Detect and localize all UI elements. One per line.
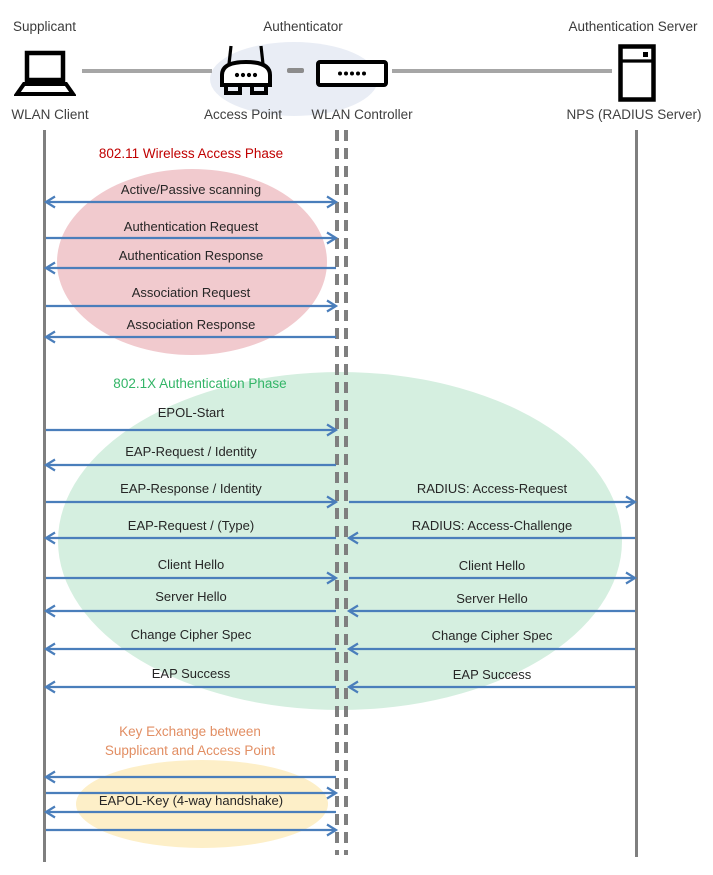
role-label-authenticator: Authenticator bbox=[263, 19, 343, 34]
message-label: EAP Success bbox=[151, 666, 231, 681]
phase3-title-line2: Supplicant and Access Point bbox=[104, 743, 276, 758]
message-label: Authentication Request bbox=[123, 219, 259, 234]
phase3-title-line1: Key Exchange between bbox=[119, 724, 261, 739]
node-label-nps-radius-server: NPS (RADIUS Server) bbox=[566, 107, 702, 122]
message-label: Client Hello bbox=[157, 557, 225, 572]
message-label: Server Hello bbox=[155, 589, 227, 604]
message-label: EPOL-Start bbox=[157, 405, 225, 420]
message-label: Change Cipher Spec bbox=[431, 628, 553, 643]
message-label: Active/Passive scanning bbox=[120, 182, 262, 197]
role-label-authentication-server: Authentication Server bbox=[568, 19, 698, 34]
phase1-title: 802.11 Wireless Access Phase bbox=[98, 146, 284, 161]
message-label: RADIUS: Access-Request bbox=[416, 481, 568, 496]
message-label: Association Response bbox=[126, 317, 256, 332]
phase2-title: 802.1X Authentication Phase bbox=[113, 376, 287, 391]
message-label: EAP Success bbox=[452, 667, 532, 682]
role-label-supplicant: Supplicant bbox=[13, 19, 77, 34]
message-label: EAP-Response / Identity bbox=[120, 481, 262, 496]
message-label: RADIUS: Access-Challenge bbox=[411, 518, 573, 533]
node-label-wlan-controller: WLAN Controller bbox=[311, 107, 413, 122]
message-label: EAPOL-Key (4-way handshake) bbox=[98, 793, 284, 808]
message-label: Authentication Response bbox=[118, 248, 264, 263]
message-label: EAP-Request / Identity bbox=[125, 444, 257, 459]
message-label: EAP-Request / (Type) bbox=[127, 518, 255, 533]
message-label: Client Hello bbox=[458, 558, 526, 573]
message-label: Change Cipher Spec bbox=[130, 627, 252, 642]
node-label-access-point: Access Point bbox=[203, 107, 283, 122]
message-label: Server Hello bbox=[456, 591, 528, 606]
node-label-wlan-client: WLAN Client bbox=[11, 107, 89, 122]
message-label: Association Request bbox=[131, 285, 251, 300]
